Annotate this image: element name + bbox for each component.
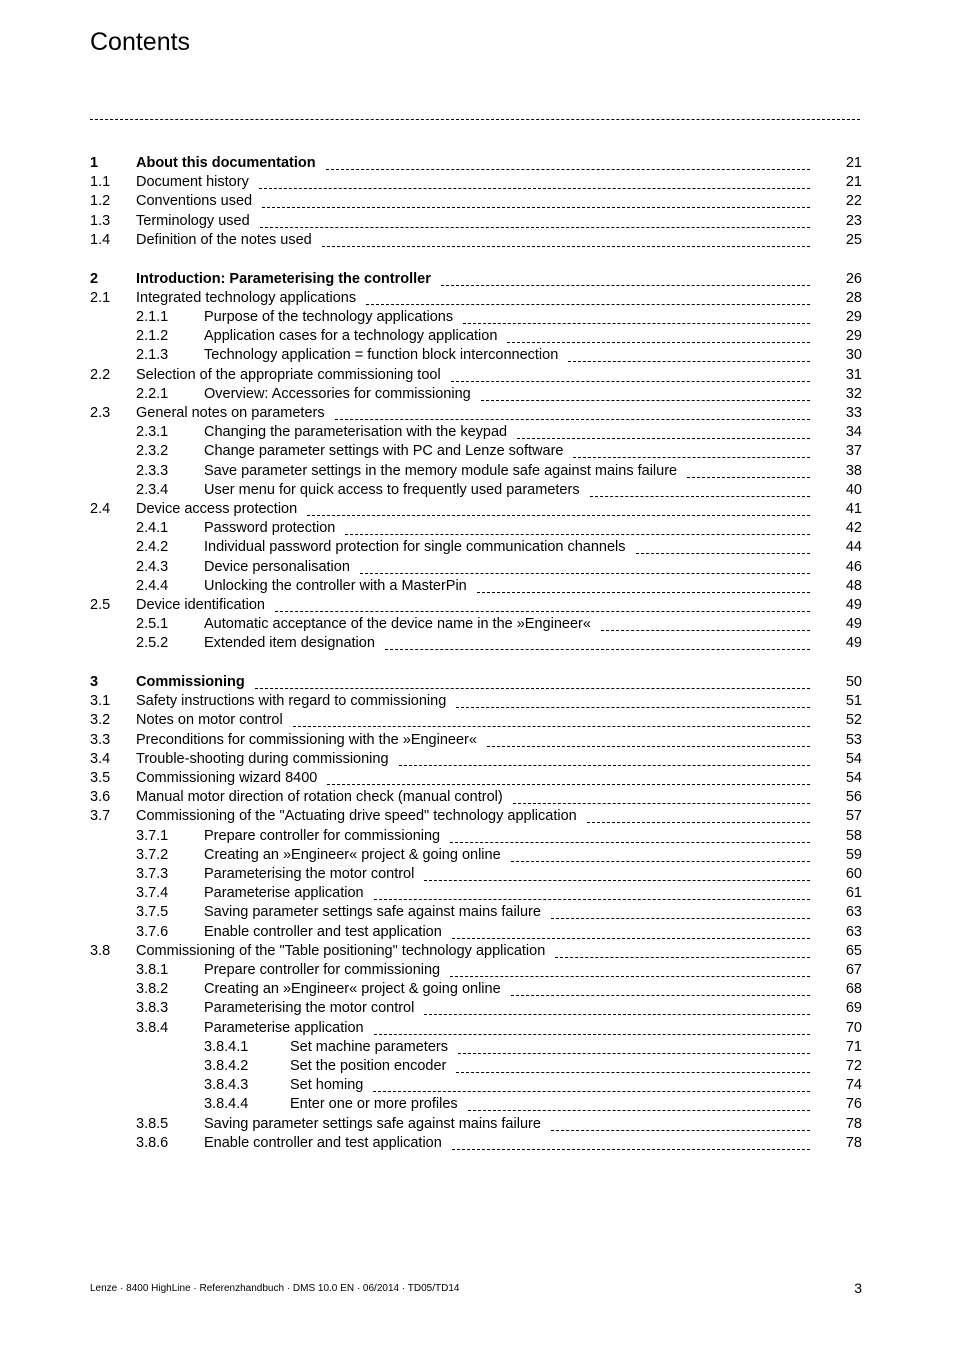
- toc-entry-number: 3.7.5: [136, 904, 169, 921]
- toc-entry[interactable]: [0, 1057, 954, 1076]
- toc-entry-page: 57: [845, 808, 862, 825]
- toc-entry[interactable]: [0, 1095, 954, 1114]
- toc-entry-title: Definition of the notes used: [136, 231, 312, 248]
- toc-entry-title: Creating an »Engineer« project & going online: [204, 846, 501, 863]
- toc-entry-page: 29: [845, 328, 862, 345]
- toc-entry-title: Purpose of the technology applications: [204, 308, 454, 325]
- toc-entry[interactable]: [0, 711, 954, 730]
- toc-entry-number: 3.8.3: [136, 1000, 169, 1017]
- toc-entry-number: 3.8.4.4: [204, 1096, 249, 1113]
- toc-entry-title: Creating an »Engineer« project & going online: [204, 981, 501, 998]
- toc-entry[interactable]: [0, 385, 954, 404]
- toc-entry-title: Safety instructions with regard to commissioning: [136, 693, 447, 710]
- toc-entry-title: Saving parameter settings safe against mains failure: [204, 904, 541, 921]
- toc-entry-leader: [687, 462, 810, 478]
- toc-entry[interactable]: [0, 942, 954, 961]
- toc-entry-number: 1.2: [90, 193, 111, 210]
- toc-entry[interactable]: [0, 1076, 954, 1095]
- toc-entry-number: 3.6: [90, 789, 111, 806]
- page-number: 3: [854, 1280, 862, 1296]
- toc-entry-title: Notes on motor control: [136, 712, 283, 729]
- toc-entry-page: 61: [845, 885, 862, 902]
- toc-entry-leader: [345, 519, 810, 535]
- toc-entry-page: 63: [845, 923, 862, 940]
- toc-entry-leader: [517, 423, 810, 439]
- toc-entry-page: 72: [845, 1058, 862, 1074]
- toc-entry-number: 3.8.4.1: [204, 1038, 249, 1055]
- toc-entry-number: 3.7.6: [136, 923, 169, 940]
- toc-entry-leader: [481, 385, 810, 401]
- toc-entry-leader: [551, 903, 810, 919]
- toc-entry[interactable]: [0, 903, 954, 922]
- toc-entry-page: 25: [845, 231, 862, 248]
- toc-entry-leader: [507, 327, 810, 343]
- toc-entry-leader: [456, 1057, 810, 1073]
- toc-entry[interactable]: [0, 404, 954, 423]
- toc-entry-title: Manual motor direction of rotation check (manual control): [136, 789, 503, 806]
- toc-entry-title: Trouble-shooting during commissioning: [136, 750, 389, 767]
- toc-entry-title: Saving parameter settings safe against mains failure: [204, 1115, 541, 1132]
- toc-entry-leader: [360, 558, 810, 574]
- toc-entry-leader: [259, 173, 810, 189]
- toc-entry[interactable]: [0, 154, 954, 173]
- toc-entry-number: 3.8.1: [136, 962, 169, 978]
- toc-entry-number: 3.8.6: [136, 1134, 169, 1151]
- toc-entry-number: 2.4.3: [136, 558, 169, 575]
- toc-entry[interactable]: [0, 538, 954, 557]
- toc-entry[interactable]: [0, 884, 954, 903]
- toc-entry-title: Prepare controller for commissioning: [204, 827, 441, 844]
- toc-entry-number: 1.1: [90, 174, 111, 191]
- toc-entry-title: User menu for quick access to frequently used parameters: [204, 481, 580, 498]
- toc-entry-number: 2.3.2: [136, 443, 169, 460]
- toc-entry-title: Integrated technology applications: [136, 289, 357, 306]
- toc-entry-page: 74: [845, 1077, 862, 1094]
- toc-entry-leader: [477, 577, 810, 593]
- toc-entry[interactable]: [0, 577, 954, 596]
- toc-entry-page: 53: [845, 731, 862, 748]
- toc-entry[interactable]: [0, 980, 954, 999]
- toc-entry-leader: [275, 596, 810, 612]
- toc-entry-number: 3.8: [90, 942, 111, 959]
- toc-entry-number: 1: [90, 155, 99, 171]
- toc-entry[interactable]: [0, 692, 954, 711]
- toc-entry-leader: [513, 788, 810, 804]
- toc-entry-leader: [451, 366, 810, 382]
- toc-entry-number: 2.3.3: [136, 462, 169, 479]
- toc-entry-title: Parameterising the motor control: [204, 866, 415, 882]
- toc-entry[interactable]: [0, 807, 954, 826]
- toc-entry-leader: [262, 192, 810, 208]
- toc-entry-page: 46: [845, 558, 862, 575]
- toc-entry-number: 2.4.2: [136, 539, 169, 556]
- toc-entry-title: Parameterising the motor control: [204, 1000, 415, 1017]
- toc-entry-leader: [399, 750, 810, 766]
- toc-entry-number: 3.8.4.2: [204, 1058, 249, 1074]
- toc-entry-leader: [573, 442, 810, 458]
- toc-entry-page: 63: [845, 904, 862, 921]
- toc-entry[interactable]: [0, 865, 954, 884]
- toc-entry-page: 41: [845, 500, 862, 517]
- toc-entry-leader: [511, 846, 810, 862]
- toc-entry-leader: [458, 1038, 810, 1054]
- toc-entry-number: 3.2: [90, 712, 111, 729]
- toc-entry-page: 59: [845, 846, 862, 863]
- toc-entry-leader: [374, 1019, 810, 1035]
- toc-entry-title: Technology application = function block interconnection: [204, 347, 559, 364]
- toc-entry-title: Enable controller and test application: [204, 1134, 442, 1151]
- toc-entry-leader: [307, 500, 810, 516]
- toc-entry-number: 3: [90, 674, 99, 690]
- toc-entry-leader: [327, 769, 810, 785]
- toc-entry-number: 1.3: [90, 212, 111, 229]
- toc-entry-title: General notes on parameters: [136, 404, 325, 421]
- toc-entry-title: Preconditions for commissioning with the »Engineer«: [136, 731, 477, 748]
- toc-entry-leader: [255, 673, 810, 689]
- toc-entry[interactable]: [0, 558, 954, 577]
- toc-entry-leader: [424, 999, 810, 1015]
- toc-entry-number: 3.7.3: [136, 866, 169, 882]
- toc-entry-number: 2.5.1: [136, 616, 169, 633]
- toc-entry-leader: [452, 923, 810, 939]
- toc-entry[interactable]: [0, 634, 954, 653]
- toc-entry-page: 78: [845, 1134, 862, 1151]
- toc-entry-title: Enter one or more profiles: [290, 1096, 458, 1113]
- toc-entry-title: Application cases for a technology application: [204, 328, 498, 345]
- toc-entry-number: 3.4: [90, 750, 111, 767]
- toc-entry-title: Device personalisation: [204, 558, 350, 575]
- toc-entry-leader: [424, 865, 810, 881]
- toc-entry-title: Terminology used: [136, 212, 250, 229]
- toc-entry[interactable]: [0, 1134, 954, 1153]
- toc-entry-page: 21: [845, 155, 862, 171]
- toc-entry[interactable]: [0, 961, 954, 980]
- toc-entry-leader: [452, 1134, 810, 1150]
- toc-entry-title: Commissioning of the "Table positioning" technology application: [136, 942, 546, 959]
- toc-entry-page: 30: [845, 347, 862, 364]
- toc-entry[interactable]: [0, 1038, 954, 1057]
- toc-entry-page: 69: [845, 1000, 862, 1017]
- toc-entry[interactable]: [0, 442, 954, 461]
- toc-entry-page: 51: [845, 693, 862, 710]
- toc-entry-leader: [601, 615, 810, 631]
- toc-entry-leader: [551, 1115, 810, 1131]
- toc-entry-page: 49: [845, 635, 862, 652]
- toc-entry-number: 3.3: [90, 731, 111, 748]
- toc-entry-title: Device identification: [136, 596, 265, 613]
- toc-entry-leader: [326, 154, 810, 170]
- toc-entry-number: 2.1.1: [136, 308, 169, 325]
- toc-entry-title: Overview: Accessories for commissioning: [204, 385, 471, 402]
- toc-entry-leader: [322, 231, 810, 247]
- toc-entry[interactable]: [0, 231, 954, 250]
- toc-entry[interactable]: [0, 1115, 954, 1134]
- toc-entry[interactable]: [0, 289, 954, 308]
- toc-entry-title: Commissioning wizard 8400: [136, 770, 318, 786]
- toc-entry-leader: [463, 308, 810, 324]
- toc-entry-title: About this documentation: [136, 155, 316, 171]
- toc-entry[interactable]: [0, 673, 954, 692]
- toc-entry-leader: [568, 346, 810, 362]
- toc-entry[interactable]: [0, 769, 954, 788]
- toc-entry-number: 2.3: [90, 404, 111, 421]
- toc-entry-number: 3.5: [90, 770, 111, 786]
- toc-entry[interactable]: [0, 346, 954, 365]
- toc-entry-title: Changing the parameterisation with the keypad: [204, 424, 508, 441]
- toc-entry-number: 3.8.2: [136, 981, 169, 998]
- toc-entry-leader: [450, 827, 810, 843]
- toc-entry-number: 2.2: [90, 366, 111, 383]
- toc-entry-number: 2.1.2: [136, 328, 169, 345]
- footer-text: Lenze · 8400 HighLine · Referenzhandbuch · DMS 10.0 EN · 06/2014 · TD05/TD14: [90, 1283, 460, 1294]
- toc-entry-number: 2.4: [90, 500, 111, 517]
- toc-entry-leader: [590, 481, 810, 497]
- toc-entry-title: Parameterise application: [204, 885, 364, 902]
- toc-entry-title: Save parameter settings in the memory module safe against mains failure: [204, 462, 678, 479]
- toc-entry-page: 38: [845, 462, 862, 479]
- toc-entry-page: 40: [845, 481, 862, 498]
- toc-entry[interactable]: [0, 212, 954, 231]
- toc-entry[interactable]: [0, 1019, 954, 1038]
- toc-entry-leader: [511, 980, 810, 996]
- toc-entry-leader: [373, 1076, 810, 1092]
- toc-entry-page: 26: [845, 270, 862, 287]
- toc-entry-page: 56: [845, 789, 862, 806]
- toc-entry[interactable]: [0, 731, 954, 750]
- toc-entry[interactable]: [0, 500, 954, 519]
- toc-entry-title: Password protection: [204, 520, 336, 537]
- toc-entry[interactable]: [0, 192, 954, 211]
- toc-entry-page: 54: [845, 750, 862, 767]
- toc-entry-number: 2.5.2: [136, 635, 169, 652]
- toc-entry-leader: [385, 634, 810, 650]
- toc-entry-title: Change parameter settings with PC and Lenze software: [204, 443, 564, 460]
- toc-entry-title: Individual password protection for single communication channels: [204, 539, 626, 556]
- toc-entry[interactable]: [0, 270, 954, 289]
- toc-entry-page: 37: [845, 443, 862, 460]
- toc-entry-leader: [555, 942, 810, 958]
- toc-entry[interactable]: [0, 308, 954, 327]
- toc-entry-page: 21: [845, 174, 862, 191]
- toc-entry-title: Introduction: Parameterising the controller: [136, 270, 431, 287]
- toc-entry[interactable]: [0, 366, 954, 385]
- toc-entry[interactable]: [0, 846, 954, 865]
- toc-entry-page: 22: [845, 193, 862, 210]
- toc-entry-page: 33: [845, 404, 862, 421]
- toc-entry-page: 44: [845, 539, 862, 556]
- toc-entry-title: Document history: [136, 174, 249, 191]
- title-divider: [90, 119, 860, 120]
- toc-entry-number: 2.3.4: [136, 481, 169, 498]
- toc-entry-page: 50: [845, 674, 862, 690]
- toc-entry[interactable]: [0, 173, 954, 192]
- toc-entry-page: 34: [845, 424, 862, 441]
- toc-entry[interactable]: [0, 481, 954, 500]
- toc-entry-number: 2: [90, 270, 99, 287]
- toc-entry-number: 2.5: [90, 596, 111, 613]
- page-title: Contents: [90, 28, 191, 56]
- toc-entry-title: Set the position encoder: [290, 1058, 447, 1074]
- toc-entry-title: Prepare controller for commissioning: [204, 962, 441, 978]
- toc-entry-page: 23: [845, 212, 862, 229]
- toc-entry-number: 2.1: [90, 289, 111, 306]
- toc-entry-page: 67: [845, 962, 862, 978]
- toc-entry[interactable]: [0, 750, 954, 769]
- toc-entry-leader: [450, 961, 810, 977]
- toc-entry-number: 3.7.1: [136, 827, 169, 844]
- toc-entry-title: Extended item designation: [204, 635, 375, 652]
- toc-entry-number: 2.4.4: [136, 577, 169, 594]
- toc-entry-page: 70: [845, 1019, 862, 1036]
- toc-entry-page: 42: [845, 520, 862, 537]
- toc-entry-leader: [293, 711, 810, 727]
- toc-entry-title: Device access protection: [136, 500, 298, 517]
- toc-entry-page: 49: [845, 596, 862, 613]
- toc-entry[interactable]: [0, 462, 954, 481]
- toc-entry-title: Conventions used: [136, 193, 253, 210]
- toc-entry-page: 32: [845, 385, 862, 402]
- toc-entry-leader: [366, 289, 810, 305]
- toc-entry-number: 3.8.5: [136, 1115, 169, 1132]
- toc-entry-leader: [468, 1095, 810, 1111]
- toc-entry[interactable]: [0, 827, 954, 846]
- toc-entry-title: Commissioning of the "Actuating drive speed" technology application: [136, 808, 577, 825]
- toc-entry-title: Selection of the appropriate commissioning tool: [136, 366, 441, 383]
- toc-entry-page: 54: [845, 770, 862, 786]
- toc-entry-page: 68: [845, 981, 862, 998]
- toc-entry-number: 2.2.1: [136, 385, 169, 402]
- toc-entry-page: 71: [845, 1038, 862, 1055]
- toc-entry-leader: [260, 212, 810, 228]
- toc-entry-title: Parameterise application: [204, 1019, 364, 1036]
- toc-entry-title: Set machine parameters: [290, 1038, 448, 1055]
- toc-entry-title: Commissioning: [136, 674, 245, 690]
- toc-entry-number: 2.1.3: [136, 347, 169, 364]
- toc-entry-page: 65: [845, 942, 862, 959]
- toc-entry-leader: [335, 404, 810, 420]
- toc-entry[interactable]: [0, 596, 954, 615]
- toc-entry-page: 76: [845, 1096, 862, 1113]
- toc-entry-number: 1.4: [90, 231, 111, 248]
- toc-entry-number: 3.8.4.3: [204, 1077, 249, 1094]
- toc-entry-page: 52: [845, 712, 862, 729]
- toc-entry-title: Enable controller and test application: [204, 923, 442, 940]
- toc-entry-page: 60: [845, 866, 862, 882]
- toc-entry-number: 3.7.2: [136, 846, 169, 863]
- toc-entry-leader: [441, 270, 810, 286]
- toc-entry-title: Set homing: [290, 1077, 364, 1094]
- toc-entry-number: 2.3.1: [136, 424, 169, 441]
- toc-entry[interactable]: [0, 615, 954, 634]
- toc-entry[interactable]: [0, 327, 954, 346]
- toc-entry-page: 49: [845, 616, 862, 633]
- toc-entry[interactable]: [0, 519, 954, 538]
- toc-entry-page: 31: [845, 366, 862, 383]
- toc-entry[interactable]: [0, 423, 954, 442]
- toc-entry-page: 28: [845, 289, 862, 306]
- toc-entry-leader: [587, 807, 810, 823]
- toc-entry-leader: [456, 692, 810, 708]
- toc-entry-page: 78: [845, 1115, 862, 1132]
- toc-entry[interactable]: [0, 788, 954, 807]
- toc-entry-number: 3.7.4: [136, 885, 169, 902]
- toc-entry-page: 58: [845, 827, 862, 844]
- toc-entry-leader: [636, 538, 810, 554]
- toc-entry-number: 3.8.4: [136, 1019, 169, 1036]
- toc-entry-page: 29: [845, 308, 862, 325]
- toc-entry-leader: [374, 884, 810, 900]
- toc-entry-number: 3.7: [90, 808, 111, 825]
- toc-entry[interactable]: [0, 999, 954, 1018]
- toc-entry-leader: [487, 731, 810, 747]
- toc-entry-number: 2.4.1: [136, 520, 169, 537]
- toc-entry-title: Unlocking the controller with a MasterPin: [204, 577, 467, 594]
- toc-entry-page: 48: [845, 577, 862, 594]
- toc-entry-title: Automatic acceptance of the device name in the »Engineer«: [204, 616, 591, 633]
- toc-entry-number: 3.1: [90, 693, 111, 710]
- toc-entry[interactable]: [0, 923, 954, 942]
